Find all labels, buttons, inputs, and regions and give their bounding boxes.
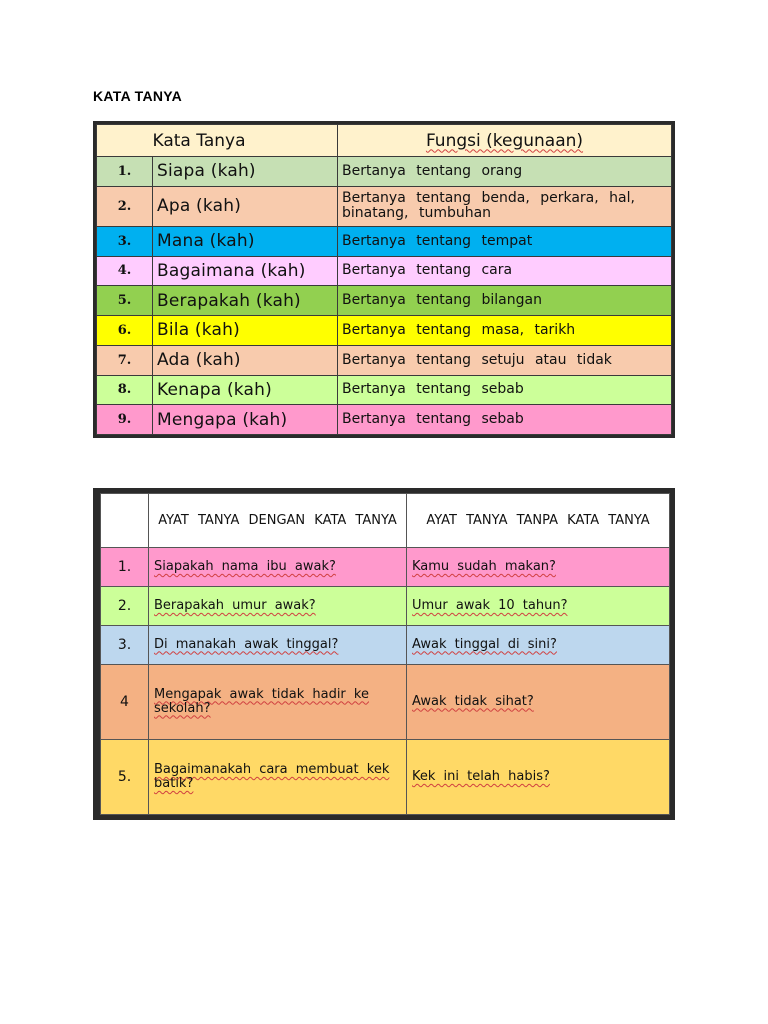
row-number: 5. <box>101 739 149 814</box>
row-number: 8. <box>97 375 153 405</box>
header-fungsi-label: Fungsi (kegunaan) <box>425 130 584 151</box>
kata-cell: Apa (kah) <box>153 186 338 226</box>
row-number: 6. <box>97 316 153 346</box>
tanpa-cell <box>407 586 670 625</box>
fungsi-cell: Bertanya tentang cara <box>338 256 672 286</box>
kata-cell: Ada (kah) <box>153 345 338 375</box>
table-row <box>97 256 672 286</box>
dengan-cell <box>149 625 407 664</box>
dengan-text: Siapakah nama ibu awak? <box>154 558 336 574</box>
fungsi-cell: Bertanya tentang masa, tarikh <box>338 316 672 346</box>
kata-cell: Bagaimana (kah) <box>153 256 338 286</box>
dengan-text: Di manakah awak tinggal? <box>154 636 339 652</box>
table-header-row <box>97 125 672 157</box>
row-number: 3. <box>97 226 153 256</box>
kata-cell: Berapakah (kah) <box>153 286 338 316</box>
header-dengan: AYAT TANYA DENGAN KATA TANYA <box>149 494 407 548</box>
table-header-row <box>101 494 670 548</box>
fungsi-cell: Bertanya tentang orang <box>338 157 672 187</box>
row-number: 2. <box>97 186 153 226</box>
table-row <box>101 548 670 587</box>
table-row <box>101 739 670 814</box>
tanpa-text: Awak tidak sihat? <box>412 693 534 709</box>
tanpa-text: Awak tinggal di sini? <box>412 636 557 652</box>
table-row <box>97 405 672 435</box>
table-row <box>97 375 672 405</box>
kata-cell: Kenapa (kah) <box>153 375 338 405</box>
table-row <box>97 157 672 187</box>
fungsi-cell: Bertanya tentang tempat <box>338 226 672 256</box>
ayat-tanya-table <box>93 488 675 820</box>
kata-cell: Mana (kah) <box>153 226 338 256</box>
dengan-text: Bagaimanakah cara membuat kek batik? <box>154 761 390 791</box>
row-number: 4 <box>101 664 149 739</box>
page-heading: KATA TANYA <box>93 88 183 104</box>
kata-cell: Mengapa (kah) <box>153 405 338 435</box>
tanpa-text: Umur awak 10 tahun? <box>412 597 568 613</box>
table-row <box>101 586 670 625</box>
fungsi-cell: Bertanya tentang benda, perkara, hal, binatang, tumbuhan <box>338 186 672 226</box>
tanpa-text: Kek ini telah habis? <box>412 768 550 784</box>
header-fungsi <box>338 125 672 157</box>
table-row <box>101 625 670 664</box>
kata-cell: Bila (kah) <box>153 316 338 346</box>
tanpa-cell <box>407 664 670 739</box>
table-row <box>97 186 672 226</box>
table-row <box>101 664 670 739</box>
tanpa-cell <box>407 739 670 814</box>
table-row <box>97 286 672 316</box>
fungsi-cell: Bertanya tentang bilangan <box>338 286 672 316</box>
row-number: 1. <box>97 157 153 187</box>
row-number: 4. <box>97 256 153 286</box>
header-kata-tanya: Kata Tanya <box>97 125 338 157</box>
row-number: 2. <box>101 586 149 625</box>
dengan-cell <box>149 586 407 625</box>
header-tanpa: AYAT TANYA TANPA KATA TANYA <box>407 494 670 548</box>
dengan-text: Mengapak awak tidak hadir ke sekolah? <box>154 686 369 716</box>
header-blank <box>101 494 149 548</box>
row-number: 9. <box>97 405 153 435</box>
row-number: 3. <box>101 625 149 664</box>
kata-cell: Siapa (kah) <box>153 157 338 187</box>
fungsi-cell: Bertanya tentang sebab <box>338 405 672 435</box>
table-row <box>97 316 672 346</box>
tanpa-text: Kamu sudah makan? <box>412 558 556 574</box>
dengan-cell <box>149 664 407 739</box>
tanpa-cell <box>407 625 670 664</box>
dengan-cell <box>149 739 407 814</box>
fungsi-cell: Bertanya tentang setuju atau tidak <box>338 345 672 375</box>
row-number: 5. <box>97 286 153 316</box>
table-row <box>97 226 672 256</box>
dengan-cell <box>149 548 407 587</box>
row-number: 7. <box>97 345 153 375</box>
table-row <box>97 345 672 375</box>
row-number: 1. <box>101 548 149 587</box>
dengan-text: Berapakah umur awak? <box>154 597 316 613</box>
fungsi-cell: Bertanya tentang sebab <box>338 375 672 405</box>
kata-tanya-table <box>93 121 675 438</box>
tanpa-cell <box>407 548 670 587</box>
